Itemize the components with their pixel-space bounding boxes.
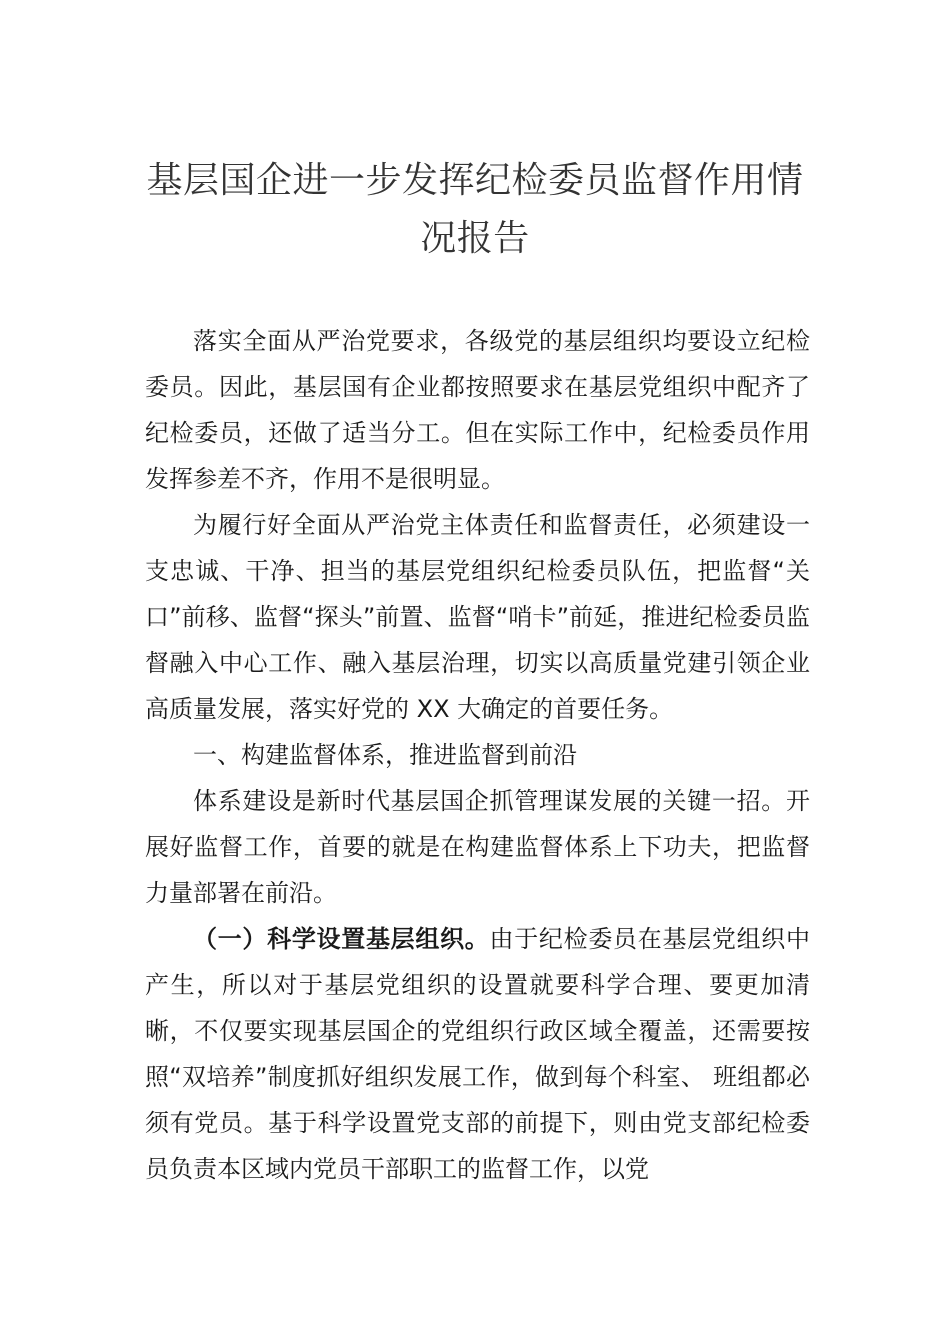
paragraph-intro <box>145 318 810 502</box>
document-body <box>145 318 810 1192</box>
paragraph-text: 体系建设是新时代基层国企抓管理谋发展的关键一招。开展好监督工作，首要的就是在构建监督体系上下功夫，把监督力量部署在前沿。 <box>145 787 810 907</box>
paragraph-text: 落实全面从严治党要求，各级党的基层组织均要设立纪检委员。因此，基层国有企业都按照要求在基层党组织中配齐了纪检委员，还做了适当分工。但在实际工作中，纪检委员作用发挥参差不齐，作用不是很明显。 <box>145 327 810 493</box>
document-title: 基层国企进一步发挥纪检委员监督作用情况报告 <box>146 160 804 259</box>
paragraph-purpose <box>145 502 810 732</box>
section-heading-1 <box>145 732 810 778</box>
paragraph-system <box>145 778 810 916</box>
paragraph-subsection-1 <box>145 916 810 1192</box>
section-heading-text: 一、构建监督体系，推进监督到前沿 <box>193 741 577 769</box>
paragraph-text: 为履行好全面从严治党主体责任和监督责任，必须建设一支忠诚、干净、担当的基层党组织纪检委员队伍，把监督“关口”前移、监督“探头”前置、监督“哨卡”前延，推进纪检委员监督融入中心工作、融入基层治理，切实以高质量党建引领企业高质量发展，落实好党的 XX 大确定的首要任务。 <box>145 511 810 723</box>
paragraph-text: 由于纪检委员在基层党组织中产生，所以对于基层党组织的设置就要科学合理、要更加清晰，不仅要实现基层国企的党组织行政区域全覆盖，还需要按照“双培养”制度抓好组织发展工作，做到每个科室、 班组都必须有党员。基于科学设置党支部的前提下，则由党支部纪检委员负责本区域内党员干部职工的监督工作，以党 <box>145 925 810 1183</box>
subsection-heading: （一）科学设置基层组织。 <box>193 925 490 953</box>
